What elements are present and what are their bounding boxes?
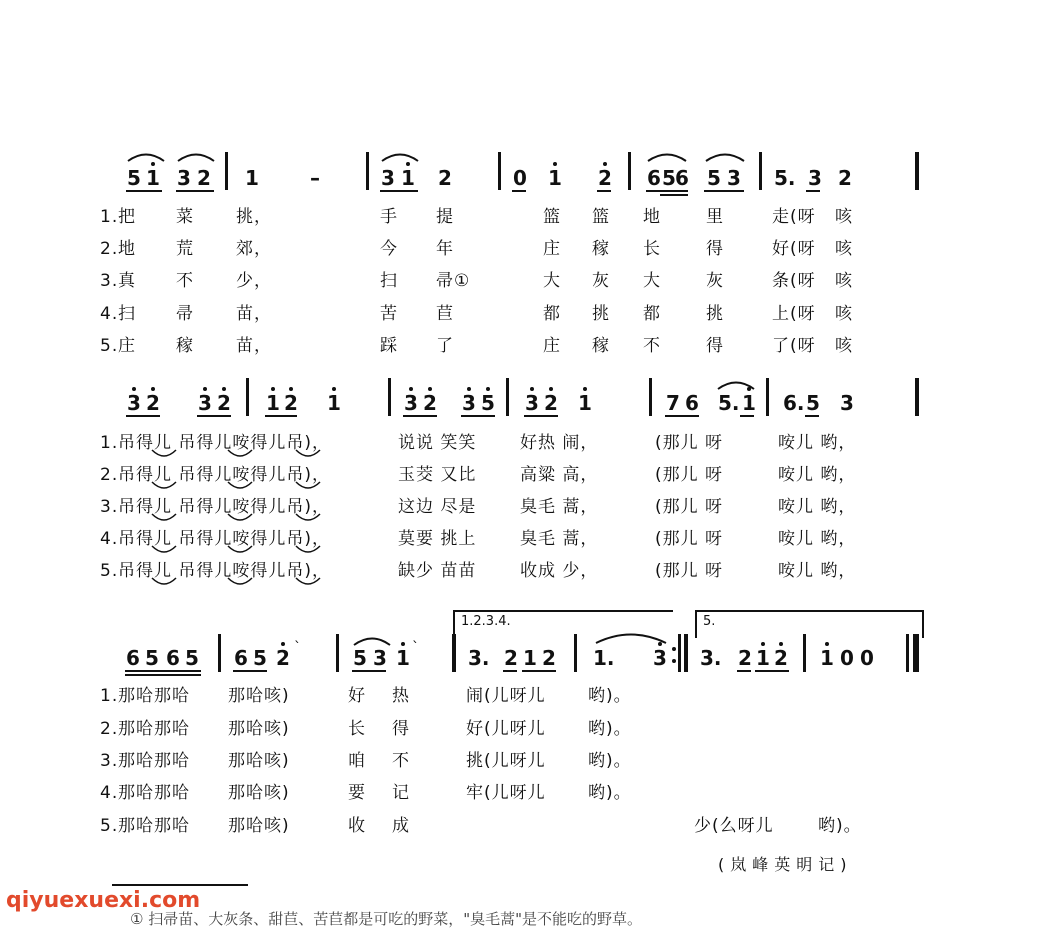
slur xyxy=(176,150,216,162)
beam xyxy=(806,190,820,192)
note: 5. xyxy=(718,391,740,415)
lyric: 真 xyxy=(118,271,136,291)
lyric: 挑 xyxy=(592,304,610,324)
octave-dot xyxy=(132,387,136,391)
note: 6 xyxy=(685,391,699,415)
lyric-slur xyxy=(226,448,256,588)
lyric: 帚① xyxy=(436,271,471,291)
lyric: 灰 xyxy=(706,271,724,291)
note: 2 xyxy=(738,646,752,670)
note: 1 xyxy=(396,646,410,670)
lyric: 收 xyxy=(348,816,366,836)
note: 6 xyxy=(126,646,140,670)
lyric: 苣 xyxy=(436,304,454,324)
octave-dot xyxy=(428,387,432,391)
lyric: 走(呀 xyxy=(772,207,816,227)
lyric: 地 xyxy=(118,239,136,259)
octave-dot xyxy=(553,162,557,166)
lyric: 手 xyxy=(380,207,398,227)
lyric: (那儿 呀 xyxy=(655,433,724,453)
note: 5 xyxy=(481,391,495,415)
lyric: 哟)。 xyxy=(588,686,632,706)
lyric: 吊得儿 吊得儿咹得儿吊)， xyxy=(118,465,331,485)
beam xyxy=(512,190,526,192)
lyric: 咹儿 哟， xyxy=(778,497,857,517)
lyric: 闹(儿呀儿 xyxy=(466,686,546,706)
beam xyxy=(665,415,699,417)
lyric: 扫 xyxy=(118,304,136,324)
lyric: 了(呀 xyxy=(772,336,816,356)
verse-number: 2. xyxy=(100,239,119,259)
lyric: 咳 xyxy=(835,239,853,259)
lyric: 玉茭 又比 xyxy=(398,465,477,485)
verse-number: 2. xyxy=(100,465,119,485)
note: 2 xyxy=(504,646,518,670)
lyric: 咹儿 哟， xyxy=(778,465,857,485)
note: 2 xyxy=(423,391,437,415)
note: 3 xyxy=(840,391,854,415)
beam xyxy=(265,415,297,417)
octave-dot xyxy=(779,642,783,646)
note: 6 xyxy=(675,166,689,190)
barline xyxy=(218,634,221,672)
note: 3 xyxy=(404,391,418,415)
beam xyxy=(461,415,495,417)
lyric: (那儿 呀 xyxy=(655,561,724,581)
lyric: 长 xyxy=(643,239,661,259)
note: 5 xyxy=(127,166,141,190)
lyric: 那哈那哈 xyxy=(118,686,190,706)
barline xyxy=(803,634,806,672)
slur xyxy=(704,150,746,162)
beam xyxy=(380,190,418,192)
note: 0 xyxy=(860,646,874,670)
lyric: 哟)。 xyxy=(588,719,632,739)
octave-dot xyxy=(281,642,285,646)
note: 3. xyxy=(468,646,490,670)
octave-dot xyxy=(409,387,413,391)
slur xyxy=(126,150,166,162)
note: 2 xyxy=(838,166,852,190)
note: 3 xyxy=(127,391,141,415)
breath-mark: ` xyxy=(294,640,301,656)
verse-number: 3. xyxy=(100,271,119,291)
lyric: 篮 xyxy=(543,207,561,227)
lyric: 挑(儿呀儿 xyxy=(466,751,546,771)
volta-bracket-2 xyxy=(695,610,924,638)
lyric: 挑， xyxy=(236,207,272,227)
octave-dot xyxy=(222,387,226,391)
note: 5 xyxy=(185,646,199,670)
octave-dot xyxy=(151,387,155,391)
barline xyxy=(628,152,631,190)
repeat-barline xyxy=(684,634,688,672)
lyric: 说说 笑笑 xyxy=(398,433,477,453)
lyric: (那儿 呀 xyxy=(655,529,724,549)
lyric: 牢(儿呀儿 xyxy=(466,783,546,803)
lyric-slur xyxy=(294,448,324,588)
beam xyxy=(125,674,201,676)
barline xyxy=(649,378,652,416)
beam xyxy=(125,670,201,672)
lyric: 这边 尽是 xyxy=(398,497,477,517)
lyric: 扫 xyxy=(380,271,398,291)
lyric-slur xyxy=(150,448,180,588)
lyric: 提 xyxy=(436,207,454,227)
octave-dot xyxy=(549,387,553,391)
verse-number: 5. xyxy=(100,816,119,836)
lyric: 成 xyxy=(392,816,410,836)
note: 2 xyxy=(217,391,231,415)
beam xyxy=(176,190,214,192)
lyric: 苦 xyxy=(380,304,398,324)
slur xyxy=(594,630,668,644)
lyric: 少(么呀儿 xyxy=(694,816,774,836)
slur xyxy=(646,150,688,162)
lyric: 少， xyxy=(236,271,272,291)
repeat-barline xyxy=(452,634,456,672)
lyric: 好热 闹， xyxy=(520,433,599,453)
lyric: 哟)。 xyxy=(818,816,862,836)
slur xyxy=(380,150,420,162)
beam xyxy=(660,194,688,196)
lyric: 咳 xyxy=(835,271,853,291)
beam xyxy=(524,415,558,417)
note: 3 xyxy=(525,391,539,415)
octave-dot xyxy=(658,642,662,646)
volta-label: 1.2.3.4. xyxy=(461,614,511,629)
lyric: 咳 xyxy=(835,207,853,227)
lyric: 不 xyxy=(176,271,194,291)
lyric: 吊得儿 吊得儿咹得儿吊)， xyxy=(118,529,331,549)
note: 3 xyxy=(727,166,741,190)
lyric: 那哈咳) xyxy=(228,751,290,771)
octave-dot xyxy=(401,642,405,646)
breath-mark: ` xyxy=(412,640,419,656)
lyric: 吊得儿 吊得儿咹得儿吊)， xyxy=(118,433,331,453)
note: 2 xyxy=(438,166,452,190)
verse-number: 4. xyxy=(100,529,119,549)
note: 1 xyxy=(742,391,756,415)
lyric: 郊， xyxy=(236,239,272,259)
verse-number: 5. xyxy=(100,561,119,581)
lyric: 那哈咳) xyxy=(228,719,290,739)
repeat-barline xyxy=(678,634,681,672)
barline xyxy=(498,152,501,190)
verse-number: 5. xyxy=(100,336,119,356)
beam xyxy=(755,670,789,672)
lyric: 咳 xyxy=(835,304,853,324)
lyric: 踩 xyxy=(380,336,398,356)
verse-number: 3. xyxy=(100,497,119,517)
lyric: 稼 xyxy=(592,239,610,259)
verse-number: 4. xyxy=(100,783,119,803)
note: 0 xyxy=(513,166,527,190)
note: 5 xyxy=(662,166,676,190)
lyric: 都 xyxy=(543,304,561,324)
lyric: 那哈那哈 xyxy=(118,719,190,739)
note: 2 xyxy=(774,646,788,670)
lyric: 大 xyxy=(643,271,661,291)
note: 2 xyxy=(197,166,211,190)
lyric: 记 xyxy=(392,783,410,803)
note: 6 xyxy=(647,166,661,190)
lyric: 挑 xyxy=(706,304,724,324)
note: 2 xyxy=(542,646,556,670)
octave-dot xyxy=(332,387,336,391)
lyric: 得 xyxy=(706,336,724,356)
lyric: 哟)。 xyxy=(588,783,632,803)
lyric: 大 xyxy=(543,271,561,291)
lyric: 得 xyxy=(706,239,724,259)
footnote-rule xyxy=(112,884,248,886)
beam xyxy=(126,190,162,192)
octave-dot xyxy=(289,387,293,391)
lyric: 不 xyxy=(392,751,410,771)
barline xyxy=(915,152,919,190)
beam xyxy=(704,190,744,192)
lyric: 咳 xyxy=(835,336,853,356)
note: 1 xyxy=(401,166,415,190)
lyric: 稼 xyxy=(592,336,610,356)
lyric: 苗， xyxy=(236,304,272,324)
octave-dot xyxy=(486,387,490,391)
note: 3 xyxy=(177,166,191,190)
octave-dot xyxy=(151,162,155,166)
lyric: 莫要 挑上 xyxy=(398,529,477,549)
lyric: 条(呀 xyxy=(772,271,816,291)
octave-dot xyxy=(603,162,607,166)
beam xyxy=(737,670,751,672)
note: 7 xyxy=(666,391,680,415)
lyric: 高粱 高， xyxy=(520,465,599,485)
beam xyxy=(740,415,754,417)
lyric: 咹儿 哟， xyxy=(778,529,857,549)
lyric: 稼 xyxy=(176,336,194,356)
lyric: 帚 xyxy=(176,304,194,324)
note: 1. xyxy=(593,646,615,670)
lyric: 庄 xyxy=(543,239,561,259)
lyric: 吊得儿 吊得儿咹得儿吊)， xyxy=(118,497,331,517)
barline xyxy=(366,152,369,190)
lyric: 吊得儿 吊得儿咹得儿吊)， xyxy=(118,561,331,581)
note: 3 xyxy=(198,391,212,415)
lyric: 上(呀 xyxy=(772,304,816,324)
beam xyxy=(503,670,517,672)
beam xyxy=(126,415,160,417)
lyric: (那儿 呀 xyxy=(655,497,724,517)
note: 2 xyxy=(276,646,290,670)
note: 3 xyxy=(808,166,822,190)
note: 1 xyxy=(578,391,592,415)
final-barline xyxy=(913,634,919,672)
note: 5 xyxy=(145,646,159,670)
note: 0 xyxy=(840,646,854,670)
lyric: 咹儿 哟， xyxy=(778,433,857,453)
note: 2 xyxy=(146,391,160,415)
note: 1 xyxy=(523,646,537,670)
lyric: 了 xyxy=(436,336,454,356)
lyric: 好(儿呀儿 xyxy=(466,719,546,739)
lyric: 那哈那哈 xyxy=(118,751,190,771)
note: 5. xyxy=(774,166,796,190)
lyric: 荒 xyxy=(176,239,194,259)
beam xyxy=(522,670,556,672)
lyric: 要 xyxy=(348,783,366,803)
note: 6 xyxy=(234,646,248,670)
lyric: (那儿 呀 xyxy=(655,465,724,485)
lyric: 缺少 苗苗 xyxy=(398,561,477,581)
lyric: 年 xyxy=(436,239,454,259)
octave-dot xyxy=(761,642,765,646)
beam xyxy=(646,190,688,192)
lyric: 臭毛 蒿， xyxy=(520,529,599,549)
octave-dot xyxy=(203,387,207,391)
note: 1 xyxy=(266,391,280,415)
lyric: 地 xyxy=(643,207,661,227)
lyric: 好 xyxy=(348,686,366,706)
verse-number: 1. xyxy=(100,686,119,706)
lyric: 把 xyxy=(118,207,136,227)
repeat-dot xyxy=(672,659,676,663)
lyric: 篮 xyxy=(592,207,610,227)
beam xyxy=(233,670,267,672)
note: 6 xyxy=(166,646,180,670)
collector-credit: (岚峰英明记) xyxy=(718,855,853,874)
lyric: 都 xyxy=(643,304,661,324)
beam xyxy=(197,415,231,417)
lyric: 那哈咳) xyxy=(228,686,290,706)
volta-label: 5. xyxy=(703,614,716,629)
barline xyxy=(759,152,762,190)
lyric: 菜 xyxy=(176,207,194,227)
note: 2 xyxy=(544,391,558,415)
footnote: ① 扫帚苗、大灰条、甜苣、苦苣都是可吃的野菜，"臭毛蒿"是不能吃的野草。 xyxy=(130,910,643,928)
octave-dot xyxy=(467,387,471,391)
barline xyxy=(574,634,577,672)
note: 5 xyxy=(806,391,820,415)
octave-dot xyxy=(406,162,410,166)
octave-dot xyxy=(530,387,534,391)
note: 1 xyxy=(146,166,160,190)
note: 3. xyxy=(700,646,722,670)
beam xyxy=(597,190,611,192)
octave-dot xyxy=(583,387,587,391)
lyric: 得 xyxy=(392,719,410,739)
note: 1 xyxy=(548,166,562,190)
note: – xyxy=(310,166,320,190)
lyric: 臭毛 蒿， xyxy=(520,497,599,517)
verse-number: 2. xyxy=(100,719,119,739)
octave-dot xyxy=(825,642,829,646)
note: 5 xyxy=(707,166,721,190)
lyric: 庄 xyxy=(543,336,561,356)
lyric: 庄 xyxy=(118,336,136,356)
note: 2 xyxy=(598,166,612,190)
lyric: 那哈咳) xyxy=(228,816,290,836)
beam xyxy=(805,415,819,417)
verse-number: 3. xyxy=(100,751,119,771)
final-barline xyxy=(906,634,909,672)
barline xyxy=(506,378,509,416)
note: 5 xyxy=(253,646,267,670)
barline xyxy=(225,152,228,190)
note: 5 xyxy=(353,646,367,670)
barline xyxy=(766,378,769,416)
lyric: 那哈那哈 xyxy=(118,783,190,803)
lyric: 不 xyxy=(643,336,661,356)
lyric: 那哈咳) xyxy=(228,783,290,803)
lyric: 里 xyxy=(706,207,724,227)
lyric: 灰 xyxy=(592,271,610,291)
beam xyxy=(352,670,386,672)
note: 1 xyxy=(245,166,259,190)
note: 3 xyxy=(462,391,476,415)
note: 1 xyxy=(327,391,341,415)
lyric: 热 xyxy=(392,686,410,706)
slur xyxy=(352,634,392,646)
site-watermark: qiyuexuexi.com xyxy=(6,888,201,913)
note: 1 xyxy=(756,646,770,670)
lyric: 咱 xyxy=(348,751,366,771)
lyric: 长 xyxy=(348,719,366,739)
note: 6. xyxy=(783,391,805,415)
octave-dot xyxy=(747,387,751,391)
note: 3 xyxy=(381,166,395,190)
note: 2 xyxy=(284,391,298,415)
octave-dot xyxy=(271,387,275,391)
verse-number: 4. xyxy=(100,304,119,324)
note: 3 xyxy=(653,646,667,670)
barline xyxy=(246,378,249,416)
lyric: 今 xyxy=(380,239,398,259)
repeat-dot xyxy=(672,647,676,651)
barline xyxy=(388,378,391,416)
lyric: 好(呀 xyxy=(772,239,816,259)
beam xyxy=(403,415,437,417)
verse-number: 1. xyxy=(100,433,119,453)
lyric: 苗， xyxy=(236,336,272,356)
barline xyxy=(336,634,339,672)
note: 3 xyxy=(373,646,387,670)
lyric: 咹儿 哟， xyxy=(778,561,857,581)
barline xyxy=(915,378,919,416)
lyric: 哟)。 xyxy=(588,751,632,771)
lyric: 收成 少， xyxy=(520,561,599,581)
verse-number: 1. xyxy=(100,207,119,227)
lyric: 那哈那哈 xyxy=(118,816,190,836)
note: 1 xyxy=(820,646,834,670)
